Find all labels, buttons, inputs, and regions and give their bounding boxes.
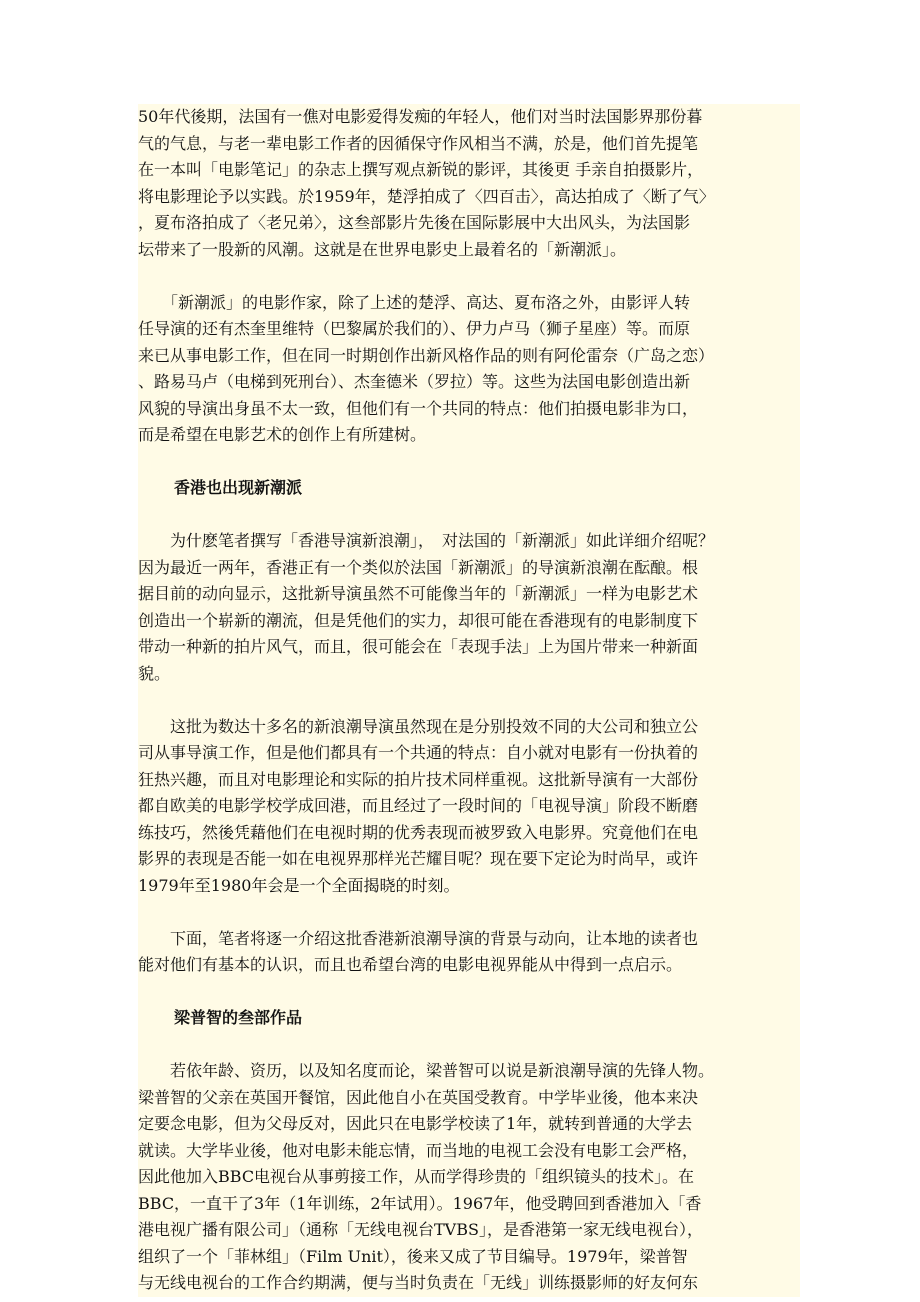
body-paragraph <box>138 528 800 687</box>
text-line: 1979年至1980年会是一个全面揭晓的时刻。 <box>138 875 460 895</box>
text-line: 而是希望在电影艺术的创作上有所建树。 <box>138 425 427 444</box>
text-line: 因此他加入BBC电视台从事剪接工作，从而学得珍贵的「组织镜头的技术」。在 <box>138 1167 695 1186</box>
text-line: 组织了一个「菲林组」（Film Unit），後来又成了节目编导。1979年，梁普智 <box>138 1246 688 1266</box>
paragraph-gap <box>138 502 800 529</box>
paragraph-gap <box>138 899 800 926</box>
text-line: 带动一种新的拍片风气，而且，很可能会在「表现手法」上为国片带来一种新面 <box>138 637 699 656</box>
text-line: 港电视广播有限公司」（通称「无线电视台TVBS」，是香港第一家无线电视台）， <box>138 1220 703 1239</box>
text-line: 司从事导演工作，但是他们都具有一个共通的特点：自小就对电影有一份执着的 <box>138 743 699 762</box>
text-line: 为什麽笔者撰写「香港导演新浪潮」， 对法国的「新潮派」如此详细介绍呢？ <box>138 531 715 550</box>
paragraph-gap <box>138 979 800 1006</box>
text-line: 下面，笔者将逐一介绍这批香港新浪潮导演的背景与动向，让本地的读者也 <box>138 928 699 948</box>
paragraph-gap <box>138 1032 800 1059</box>
paragraph-gap <box>138 449 800 476</box>
text-line: 50年代後期，法国有一僬对电影爱得发痴的年轻人，他们对当时法国影界那份暮 <box>138 107 703 126</box>
body-paragraph <box>138 1058 800 1297</box>
body-paragraph <box>138 714 800 900</box>
text-line: 梁普智的父亲在英国开餐馆，因此他自小在英国受教育。中学毕业後，他本来决 <box>138 1087 699 1107</box>
text-line: 据目前的动向显示，这批新导演虽然不可能像当年的「新潮派」一样为电影艺术 <box>138 584 699 603</box>
body-paragraph <box>138 926 800 979</box>
text-line: 「新潮派」的电影作家，除了上述的楚浮、高达、夏布洛之外，由影评人转 <box>138 292 691 312</box>
paragraph-gap <box>138 263 800 290</box>
text-line: 任导演的还有杰奎里维特（巴黎属於我们的）、伊力卢马（狮子星座）等。而原 <box>138 319 691 338</box>
text-line: 练技巧，然後凭藉他们在电视时期的优秀表现而被罗致入电影界。究竟他们在电 <box>138 822 699 842</box>
text-line: 这批为数达十多名的新浪潮导演虽然现在是分别投效不同的大公司和独立公 <box>138 716 699 736</box>
body-paragraph <box>138 290 800 449</box>
section-heading: 梁普智的叁部作品 <box>174 1008 303 1027</box>
text-line: 若依年龄、资历，以及知名度而论，梁普智可以说是新浪潮导演的先锋人物。 <box>138 1061 715 1080</box>
text-line: 貌。 <box>138 663 171 683</box>
text-line: ，夏布洛拍成了〈老兄弟〉，这叁部影片先後在国际影展中大出风头，为法国影 <box>138 213 691 232</box>
text-line: 都自欧美的电影学校学成回港，而且经过了一段时间的「电视导演」阶段不断磨 <box>138 796 699 815</box>
text-line: 气的气息，与老一辈电影工作者的因循保守作风相当不满，於是，他们首先提笔 <box>138 133 699 153</box>
text-line: 与无线电视台的工作合约期满，便与当时负责在「无线」训练摄影师的好友何东 <box>138 1273 699 1292</box>
paragraph-gap <box>138 687 800 714</box>
text-line: 就读。大学毕业後，他对电影未能忘情，而当地的电视工会没有电影工会严格， <box>138 1140 699 1160</box>
text-line: 定要念电影，但为父母反对，因此只在电影学校读了1年，就转到普通的大学去 <box>138 1114 693 1133</box>
text-line: 坛带来了一股新的风潮。这就是在世界电影史上最着名的「新潮派」。 <box>138 239 627 259</box>
body-paragraph <box>138 104 800 263</box>
text-line: 创造出一个崭新的潮流，但是凭他们的实力，却很可能在香港现有的电影制度下 <box>138 610 699 630</box>
text-line: 风貌的导演出身虽不太一致，但他们有一个共同的特点：他们拍摄电影非为口， <box>138 398 699 418</box>
text-line: 能对他们有基本的认识，而且也希望台湾的电影电视界能从中得到一点启示。 <box>138 955 683 974</box>
text-line: 因为最近一两年，香港正有一个类似於法国「新潮派」的导演新浪潮在酝酿。根 <box>138 557 699 577</box>
text-line: BBC，一直干了3年（1年训练，2年试用）。1967年，他受聘回到香港加入「香 <box>138 1193 702 1213</box>
text-line: 在一本叫「电影笔记」的杂志上撰写观点新锐的影评，其後更 手亲自拍摄影片， <box>138 160 704 179</box>
text-line: 、路易马卢（电梯到死刑台）、杰奎德米（罗拉）等。这些为法国电影创造出新 <box>138 372 691 391</box>
section-heading: 香港也出现新潮派 <box>174 478 303 497</box>
article-body <box>138 104 800 1297</box>
text-line: 将电影理论予以实践。於1959年，楚浮拍成了〈四百击〉，高达拍成了〈断了气〉 <box>138 186 715 206</box>
text-line: 影界的表现是否能一如在电视界那样光芒耀目呢？现在要下定论为时尚早，或许 <box>138 849 699 868</box>
text-line: 狂热兴趣，而且对电影理论和实际的拍片技术同样重视。这批新导演有一大部份 <box>138 769 699 789</box>
text-line: 来已从事电影工作，但在同一时期创作出新风格作品的则有阿伦雷奈（广岛之恋） <box>138 345 715 365</box>
